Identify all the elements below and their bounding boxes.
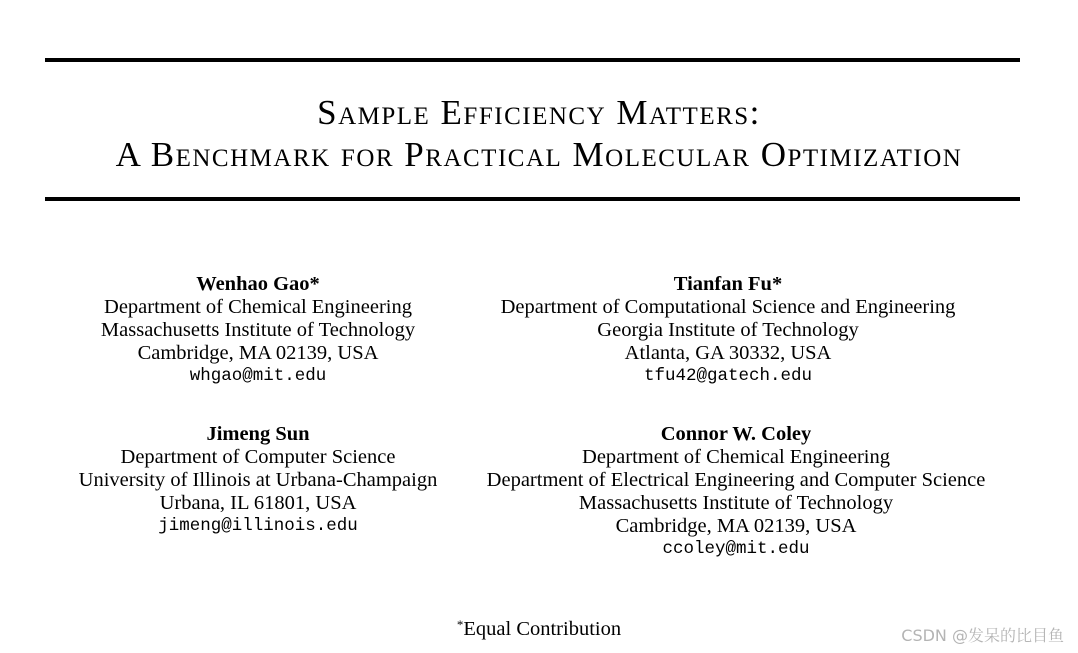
author-name: Jimeng Sun bbox=[206, 423, 310, 445]
title-bottom-rule bbox=[45, 197, 1020, 201]
paper-title bbox=[0, 92, 1078, 176]
author-email: whgao@mit.edu bbox=[189, 366, 327, 386]
author-name: Tianfan Fu* bbox=[673, 273, 783, 295]
author-block-tianfan-fu bbox=[478, 273, 978, 388]
author-email: tfu42@gatech.edu bbox=[643, 366, 813, 386]
author-affiliation: Department of Electrical Engineering and Computer Science bbox=[486, 469, 986, 491]
author-address: Atlanta, GA 30332, USA bbox=[624, 342, 832, 364]
author-block-wenhao-gao bbox=[58, 273, 458, 388]
title-top-rule bbox=[45, 58, 1020, 62]
footnote-text: Equal Contribution bbox=[463, 618, 622, 640]
author-name: Connor W. Coley bbox=[660, 423, 812, 445]
footnote-marker: * bbox=[456, 617, 464, 632]
csdn-watermark: CSDN @发呆的比目鱼 bbox=[901, 626, 1064, 645]
author-affiliation: Massachusetts Institute of Technology bbox=[100, 319, 416, 341]
author-affiliation: Massachusetts Institute of Technology bbox=[578, 492, 894, 514]
author-address: Cambridge, MA 02139, USA bbox=[137, 342, 379, 364]
author-address: Urbana, IL 61801, USA bbox=[159, 492, 357, 514]
author-block-connor-coley bbox=[468, 423, 1004, 561]
author-affiliation: Georgia Institute of Technology bbox=[597, 319, 859, 341]
author-block-jimeng-sun bbox=[58, 423, 458, 538]
author-address: Cambridge, MA 02139, USA bbox=[615, 515, 857, 537]
author-email: jimeng@illinois.edu bbox=[158, 516, 358, 536]
author-affiliation: Department of Chemical Engineering bbox=[582, 446, 890, 468]
author-affiliation: Department of Computational Science and Engineering bbox=[500, 296, 956, 318]
author-affiliation: University of Illinois at Urbana-Champaign bbox=[78, 469, 438, 491]
author-name: Wenhao Gao* bbox=[196, 273, 320, 295]
author-email: ccoley@mit.edu bbox=[662, 539, 810, 559]
paper-title-line-1: Sample Efficiency Matters: bbox=[317, 93, 761, 132]
author-affiliation: Department of Chemical Engineering bbox=[104, 296, 412, 318]
paper-title-line-2: A Benchmark for Practical Molecular Optimization bbox=[115, 135, 963, 174]
author-affiliation: Department of Computer Science bbox=[120, 446, 396, 468]
